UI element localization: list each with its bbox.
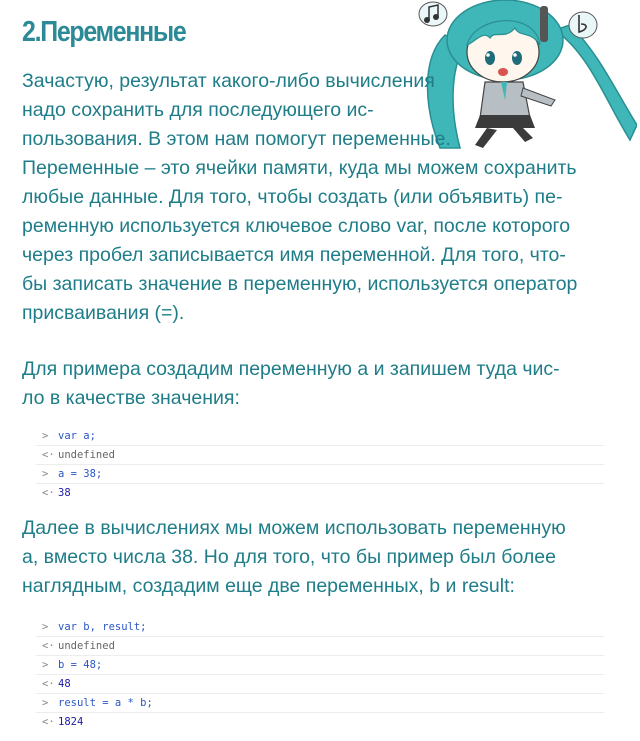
console-row <box>36 618 604 637</box>
console-prompt-icon: > <box>42 697 49 709</box>
console-row <box>36 637 604 656</box>
console-row <box>36 484 604 502</box>
paragraph-continuation <box>22 514 566 601</box>
console-row <box>36 446 604 465</box>
text-line: ременную используется ключевое слово var, после которого <box>22 215 571 237</box>
console-row <box>36 675 604 694</box>
console-return-icon: <· <box>42 716 55 728</box>
music-note-icon <box>419 2 447 26</box>
flat-note-icon <box>569 12 597 38</box>
console-prompt-icon: > <box>42 430 49 442</box>
console-text: var a; <box>58 430 96 442</box>
console-prompt-icon: > <box>42 468 49 480</box>
text-line: любые данные. Для того, чтобы создать (или объявить) пе- <box>22 186 563 208</box>
text-line: Для примера создадим переменную а и запишем туда чис- <box>22 358 560 380</box>
page-title: 2.Переменные <box>22 16 186 48</box>
console-prompt-icon: > <box>42 659 49 671</box>
console-text: a = 38; <box>58 468 103 480</box>
console-text: 48 <box>58 678 71 690</box>
text-line: Переменные – это ячейки памяти, куда мы можем сохранить <box>22 157 577 179</box>
text-line: бы записать значение в переменную, используется оператор <box>22 273 578 295</box>
console-text: var b, result; <box>58 621 147 633</box>
text-line: Зачастую, результат какого-либо вычисления <box>22 70 435 92</box>
console-row <box>36 427 604 446</box>
console-row <box>36 656 604 675</box>
text-line: присваивания (=). <box>22 302 185 324</box>
text-line: Далее в вычислениях мы можем использовать переменную <box>22 517 566 539</box>
console-text: undefined <box>58 640 115 652</box>
text-line: наглядным, создадим еще две переменных, b и result: <box>22 575 515 597</box>
console-row <box>36 465 604 484</box>
console-snippet-2 <box>36 618 604 731</box>
console-prompt-icon: > <box>42 621 49 633</box>
console-text: undefined <box>58 449 115 461</box>
console-snippet-1 <box>36 427 604 502</box>
text-line: ло в качестве значения: <box>22 387 240 409</box>
paragraph-intro <box>22 67 577 328</box>
console-text: b = 48; <box>58 659 103 671</box>
text-line: пользования. В этом нам помогут переменные. <box>22 128 451 150</box>
console-return-icon: <· <box>42 640 55 652</box>
console-text: 1824 <box>58 716 84 728</box>
text-line: через пробел записывается имя переменной. Для того, что- <box>22 244 566 266</box>
text-line: надо сохранить для последующего ис- <box>22 99 374 121</box>
console-text: 38 <box>58 487 71 499</box>
console-text: result = a * b; <box>58 697 153 709</box>
console-return-icon: <· <box>42 678 55 690</box>
paragraph-example <box>22 355 560 413</box>
text-line: а, вместо числа 38. Но для того, что бы пример был более <box>22 546 556 568</box>
console-return-icon: <· <box>42 449 55 461</box>
console-row <box>36 694 604 713</box>
console-row <box>36 713 604 731</box>
console-return-icon: <· <box>42 487 55 499</box>
